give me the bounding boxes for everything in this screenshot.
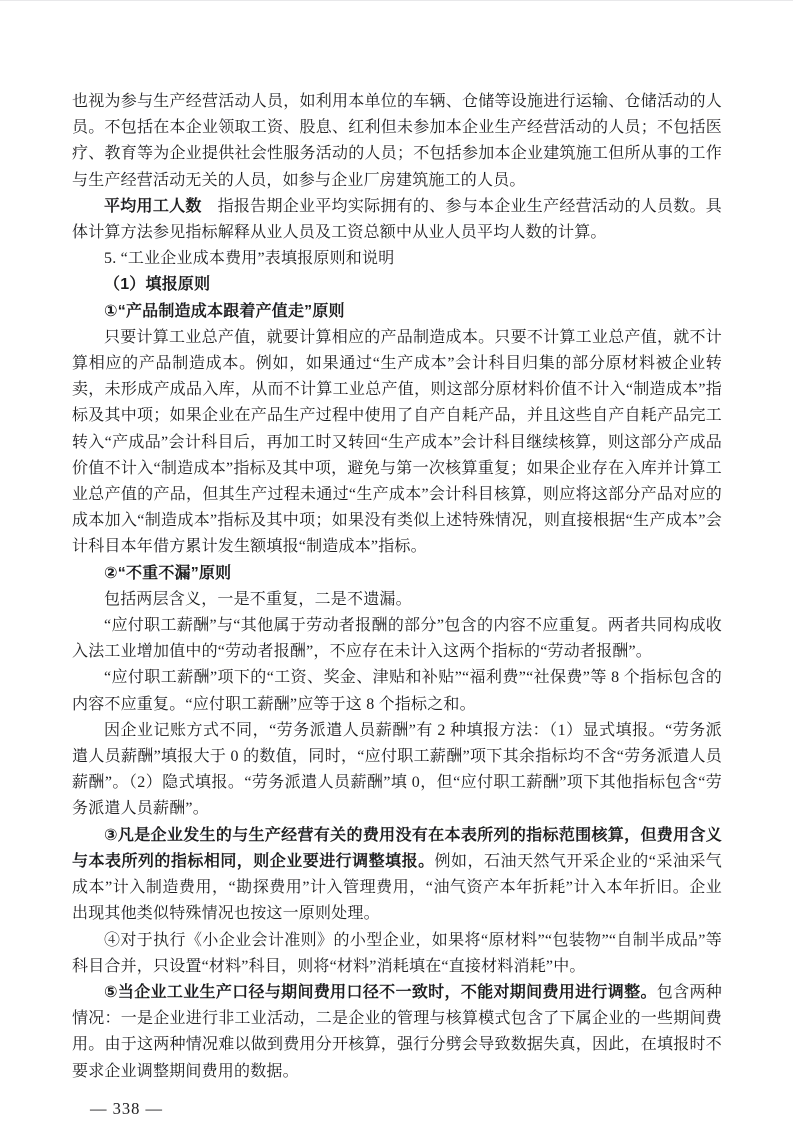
- paragraph-principle-5: [72, 980, 722, 1085]
- section-title-5: 5. “工业企业成本费用”表填报原则和说明: [104, 250, 395, 268]
- paragraph-no-duplication-2: “应付职工薪酬”项下的“工资、奖金、津贴和补贴”“福利费”“社保费”等 8 个指标包含的内容不应重复。“应付职工薪酬”应等于这 8 个指标之和。: [72, 669, 722, 713]
- principle-heading-1: ①“产品制造成本跟着产值走”原则: [104, 302, 345, 320]
- paragraph-no-duplication-1: “应付职工薪酬”与“其他属于劳动者报酬的部分”包含的内容不应重复。两者共同构成收入法工业增加值中的“劳动者报酬”，不应存在未计入这两个指标的“劳动者报酬”。: [72, 617, 722, 661]
- paragraph-term-definition: [72, 194, 722, 246]
- principle-heading-2: ②“不重不漏”原则: [104, 564, 232, 582]
- page-number: — 338 —: [90, 1098, 163, 1118]
- paragraph-principle-4: ④对于执行《小企业会计准则》的小型企业，如果将“原材料”“包装物”“自制半成品”等科目合并，只设置“材料”科目，则将“材料”消耗填在“直接材料消耗”中。: [72, 931, 722, 975]
- paragraph-principle-1-body: 只要计算工业总产值，就要计算相应的产品制造成本。只要不计算工业总产值，就不计算相应的产品制造成本。例如，如果通过“生产成本”会计科目归集的部分原材料被企业转卖，未形成产成品入库，从而不计算工业总产值，则这部分原材料价值不计入“制造成本”指标及其中项；如果企业在产品生产过程中使用了自产自耗产品，并且这些自产自耗产品完工转入“产成品”会计科目后，再加工时又转回“生产成本”会计科目继续核算，则这部分产成品价值不计入“制造成本”指标及其中项，避免与第一次核算重复；如果企业存在入库并计算工业总产值的产品，但其生产过程未通过“生产成本”会计科目核算，则应将这部分产品对应的成本加入“制造成本”指标及其中项；如果没有类似上述特殊情况，则直接根据“生产成本”会计科目本年借方累计发生额填报“制造成本”指标。: [72, 328, 722, 556]
- principle-3-example: 例如，石油天然气开采企业的“采油采气成本”计入制造费用，“勘探费用”计入管理费用，“油气资产本年折耗”计入本年折旧。企业出现其他类似特殊情况也按这一原则处理。: [72, 852, 722, 923]
- term-average-employees: 平均用工人数: [104, 197, 202, 215]
- subsection-heading-1: （1）填报原则: [104, 276, 211, 294]
- paragraph-labor-dispatch: 因企业记账方式不同，“劳务派遣人员薪酬”有 2 种填报方法：（1）显式填报。“劳务派遣人员薪酬”填报大于 0 的数值，同时，“应付职工薪酬”项下其余指标均不含“劳务派遣人员薪酬”。（2）隐式填报。“劳务派遣人员薪酬”填 0，但“应付职工薪酬”项下其他指标包含“劳务派遣人员薪酬”。: [72, 721, 722, 818]
- paragraph-principle-2-intro: 包括两层含义，一是不重复，二是不遗漏。: [104, 590, 412, 608]
- paragraph-principle-3: [72, 823, 722, 928]
- principle-5-rule: ⑤当企业工业生产口径与期间费用口径不一致时，不能对期间费用进行调整。: [104, 983, 657, 1001]
- paragraph-continuation: 也视为参与生产经营活动人员，如利用本单位的车辆、仓储等设施进行运输、仓储活动的人员。不包括在本企业领取工资、股息、红利但未参加本企业生产经营活动的人员；不包括医疗、教育等为企业提供社会性服务活动的人员；不包括参加本企业建筑施工但所从事的工作与生产经营活动无关的人员，如参与企业厂房建筑施工的人员。: [72, 93, 722, 189]
- principle-3-rule: ③凡是企业发生的与生产经营有关的费用没有在本表所列的指标范围核算，但费用含义与本表所列的指标相同，则企业要进行调整填报。: [72, 826, 722, 870]
- principle-5-explanation: 包含两种情况：一是企业进行非工业活动，二是企业的管理与核算模式包含了下属企业的一些期间费用。由于这两种情况难以做到费用分开核算，强行分劈会导致数据失真，因此，在填报时不要求企业调整期间费用的数据。: [72, 983, 722, 1080]
- term-definition-text: 指报告期企业平均实际拥有的、参与本企业生产经营活动的人员数。具体计算方法参见指标解释从业人员及工资总额中从业人员平均人数的计算。: [72, 197, 723, 242]
